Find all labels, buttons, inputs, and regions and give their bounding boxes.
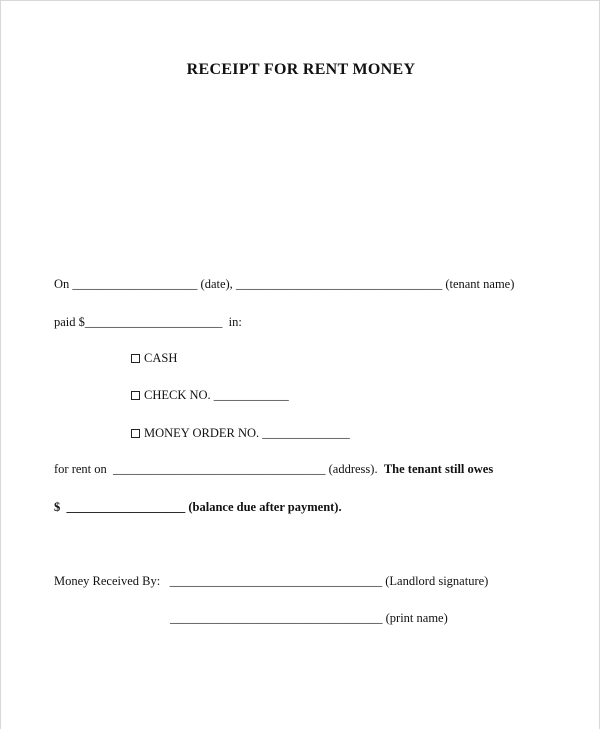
cash-checkbox[interactable] bbox=[131, 354, 140, 363]
dollar-sign: $ bbox=[54, 500, 67, 514]
money-order-option bbox=[131, 426, 350, 441]
tenant-owes-label: The tenant still owes bbox=[383, 462, 494, 476]
rent-address-row bbox=[54, 462, 493, 477]
on-label: On bbox=[54, 277, 73, 291]
check-checkbox[interactable] bbox=[131, 391, 140, 400]
address-blank[interactable]: __________________________________ bbox=[113, 462, 326, 476]
check-label: CHECK NO. bbox=[144, 388, 214, 402]
balance-row bbox=[54, 500, 342, 515]
money-order-checkbox[interactable] bbox=[131, 429, 140, 438]
cash-option bbox=[131, 351, 177, 366]
check-number-blank[interactable]: ____________ bbox=[213, 388, 289, 402]
date-label: (date), bbox=[197, 277, 236, 291]
landlord-signature-blank[interactable]: __________________________________ bbox=[169, 574, 383, 588]
print-name-blank[interactable]: __________________________________ bbox=[170, 611, 383, 625]
paid-row bbox=[54, 315, 242, 330]
date-blank[interactable]: ____________________ bbox=[72, 277, 198, 291]
for-rent-label: for rent on bbox=[54, 462, 114, 476]
print-name-row bbox=[170, 611, 448, 626]
document-title: RECEIPT FOR RENT MONEY bbox=[186, 61, 416, 78]
balance-blank[interactable]: ___________________ bbox=[66, 500, 186, 514]
received-by-row bbox=[54, 574, 488, 589]
tenant-name-blank[interactable]: _________________________________ bbox=[235, 277, 443, 291]
tenant-name-label: (tenant name) bbox=[442, 277, 515, 291]
money-order-number-blank[interactable]: ______________ bbox=[262, 426, 350, 440]
date-tenant-row bbox=[54, 277, 514, 292]
print-name-label: (print name) bbox=[382, 611, 448, 625]
in-label: in: bbox=[222, 315, 242, 329]
received-by-label: Money Received By: bbox=[54, 574, 170, 588]
cash-label: CASH bbox=[144, 351, 178, 365]
balance-label: (balance due after payment). bbox=[185, 500, 342, 514]
money-order-label: MONEY ORDER NO. bbox=[144, 426, 263, 440]
landlord-signature-label: (Landlord signature) bbox=[382, 574, 489, 588]
address-label: (address). bbox=[325, 462, 384, 476]
paid-amount-blank[interactable]: ______________________ bbox=[84, 315, 223, 329]
check-option bbox=[131, 388, 289, 403]
paid-label: paid $ bbox=[54, 315, 85, 329]
